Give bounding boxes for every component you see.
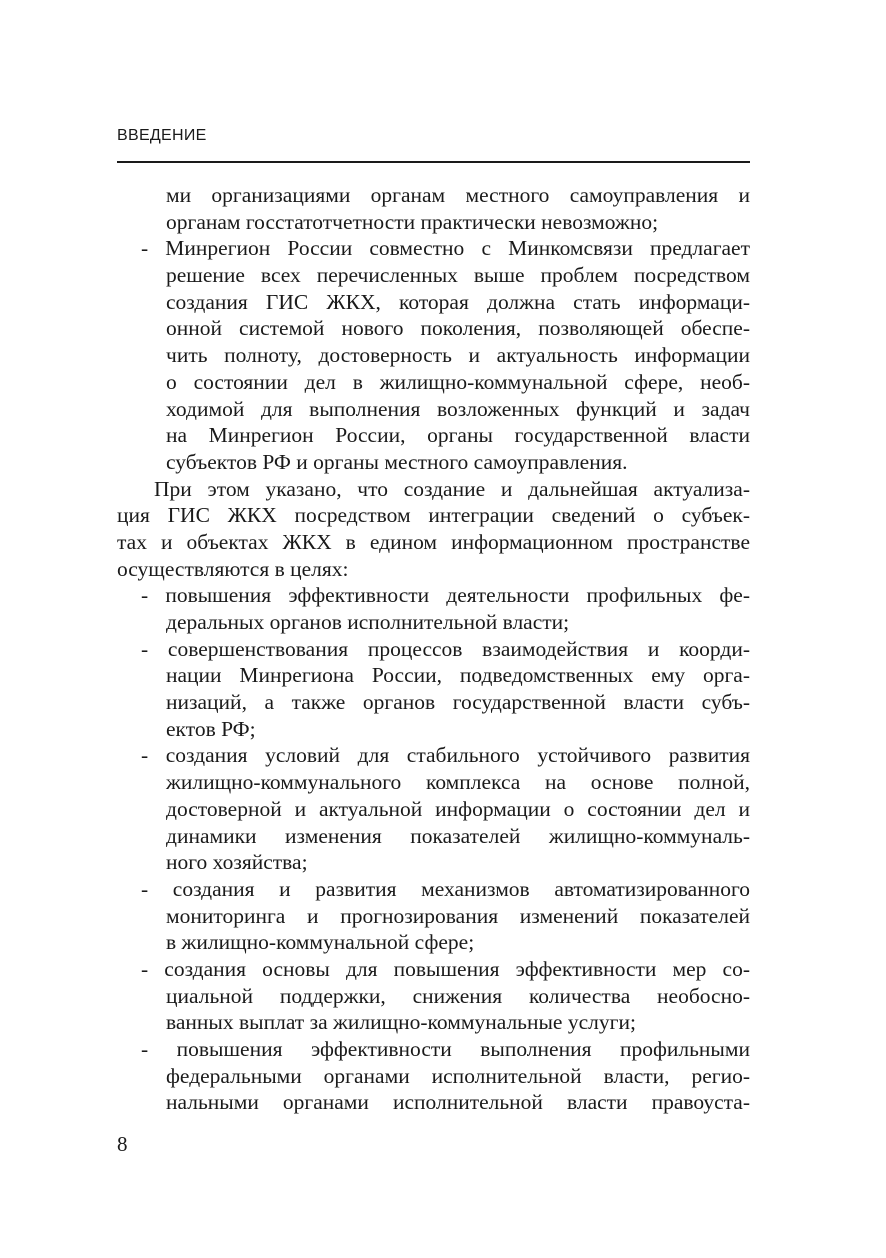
paragraph-start: При этом указано, что создание и дальнейшая актуализа- [154,476,750,501]
text-line: создания ГИС ЖКХ, которая должна стать информаци- [166,289,750,314]
text-line: ектов РФ; [166,716,256,741]
header-rule [117,161,750,163]
text-line: субъектов РФ и органы местного самоуправления. [166,449,628,474]
text-line: нации Минрегиона России, подведомственных ему орга- [166,663,750,688]
body-text [117,182,750,1116]
text-line: ного хозяйства; [166,850,308,875]
running-header: ВВЕДЕНИЕ [117,127,207,144]
text-line: мониторинга и прогнозирования изменений показателей [166,903,750,928]
text-line: в жилищно-коммунальной сфере; [166,930,475,955]
text-line: ция ГИС ЖКХ посредством интеграции сведений о субъек- [117,503,750,528]
list-item-start: - совершенствования процессов взаимодействия и коорди- [141,636,750,661]
text-line: на Минрегион России, органы государственной власти [166,423,750,448]
list-item-start: - повышения эффективности выполнения профильными [141,1037,750,1061]
text-line: тах и объектах ЖКХ в едином информационном пространстве [117,529,750,554]
text-line: чить полноту, достоверность и актуальность информации [166,343,750,368]
text-line: онной системой нового поколения, позволяющей обеспе- [166,316,750,341]
text-line: ванных выплат за жилищно-коммунальные услуги; [166,1010,636,1035]
text-line: деральных органов исполнительной власти; [166,610,570,634]
text-line: о состоянии дел в жилищно-коммунальной сфере, необ- [166,369,750,394]
list-item-start: - Минрегион России совместно с Минкомсвязи предлагает [141,236,750,261]
text-line: низаций, а также органов государственной власти субъ- [166,690,750,715]
text-line: жилищно-коммунального комплекса на основе полной, [166,770,750,795]
page-number: 8 [117,1132,128,1156]
text-line: федеральными органами исполнительной власти, регио- [166,1063,750,1088]
text-line: осуществляются в целях: [117,556,349,581]
text-line: органам госстатотчетности практически невозможно; [166,209,659,234]
text-line: достоверной и актуальной информации о состоянии дел и [166,796,750,821]
list-item-start: - создания условий для стабильного устойчивого развития [141,743,750,768]
list-item-start: - создания основы для повышения эффективности мер со- [141,956,750,981]
text-line: нальными органами исполнительной власти правоуста- [166,1090,750,1115]
list-item-start: - создания и развития механизмов автоматизированного [141,876,750,901]
text-line: ходимой для выполнения возложенных функций и задач [166,396,750,421]
text-line: решение всех перечисленных выше проблем посредством [166,263,750,288]
text-line: ми организациями органам местного самоуправления и [166,183,750,207]
list-item-start: - повышения эффективности деятельности профильных фе- [141,583,750,608]
text-line: динамики изменения показателей жилищно-коммуналь- [166,823,750,848]
text-line: циальной поддержки, снижения количества необосно- [166,983,750,1008]
